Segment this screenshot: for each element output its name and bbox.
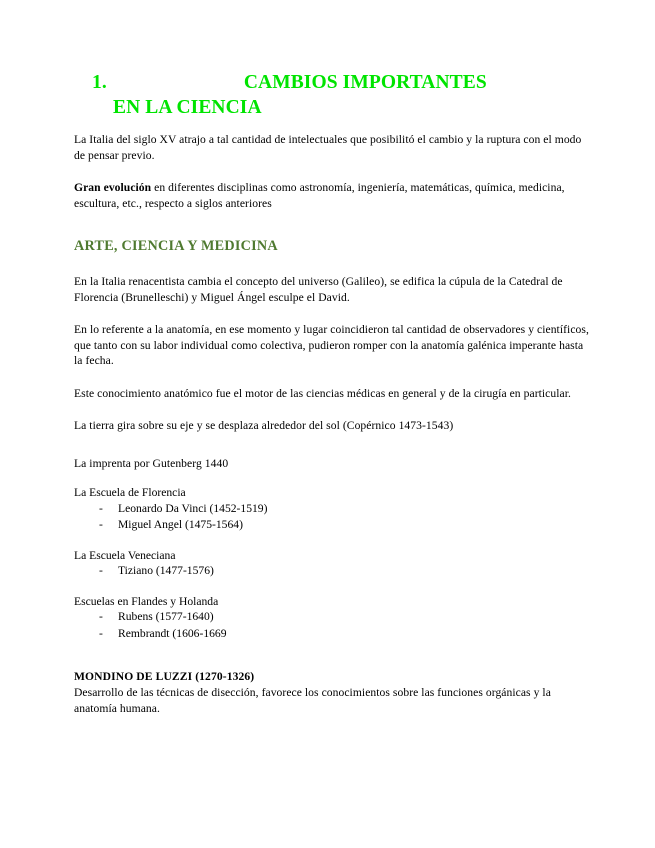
- spacer: [74, 660, 589, 669]
- dash-bullet-icon: -: [99, 518, 103, 531]
- section-paragraph: En la Italia renacentista cambia el concepto del universo (Galileo), se edifica la cúpula de la Catedral de Florencia (Brunelleschi) y Miguel Ángel esculpe el David.: [74, 275, 563, 304]
- title-line-two: EN LA CIENCIA: [113, 97, 262, 118]
- spacer: [74, 313, 589, 322]
- spacer: [74, 256, 589, 274]
- school-member-list: [74, 563, 589, 580]
- list-item-label: Rembrandt (1606-1669: [118, 626, 227, 640]
- spacer: [74, 171, 589, 180]
- evolution-rest: en diferentes disciplinas como astronomía, ingeniería, matemáticas, química, medicina, escultura, etc., respecto a siglos anteriores: [74, 181, 565, 210]
- spacer: [74, 534, 589, 548]
- list-item: [74, 501, 589, 518]
- list-item-label: Miguel Angel (1475-1564): [118, 518, 243, 531]
- school-group: [74, 485, 589, 534]
- evolution-paragraph: [74, 180, 589, 211]
- list-item: [74, 626, 589, 643]
- title-line-one: [74, 70, 589, 95]
- spacer: [74, 442, 589, 456]
- list-item-label: Tiziano (1477-1576): [118, 564, 214, 577]
- section-paragraph: La tierra gira sobre su eje y se desplaza alrededor del sol (Copérnico 1473-1543): [74, 419, 454, 432]
- list-item-label: Rubens (1577-1640): [118, 610, 214, 623]
- list-item: [74, 563, 589, 580]
- intro-paragraph: La Italia del siglo XV atrajo a tal cantidad de intelectuales que posibilitó el cambio y la ruptura con el modo de pensar previo.: [74, 133, 582, 162]
- section-paragraph: La imprenta por Gutenberg 1440: [74, 456, 229, 470]
- dash-bullet-icon: -: [99, 564, 103, 577]
- list-item-label: Leonardo Da Vinci (1452-1519): [118, 501, 268, 515]
- spacer: [74, 580, 589, 594]
- school-group: [74, 548, 589, 580]
- dash-bullet-icon: -: [99, 501, 103, 515]
- spacer: [74, 409, 589, 418]
- section-heading-arte-ciencia-medicina: ARTE, CIENCIA Y MEDICINA: [74, 238, 278, 254]
- school-member-list: [74, 609, 589, 642]
- mondino-body: Desarrollo de las técnicas de disección, favorece los conocimientos sobre las funciones orgánicas y la anatomía humana.: [74, 686, 551, 715]
- page-title: [74, 70, 589, 120]
- dash-bullet-icon: -: [99, 610, 103, 623]
- title-main-text: CAMBIOS IMPORTANTES: [243, 72, 487, 93]
- school-group-title: La Escuela de Florencia: [74, 486, 186, 499]
- spacer: [74, 219, 589, 237]
- evolution-lead: Gran evolución: [74, 181, 152, 194]
- spacer: [74, 377, 589, 386]
- school-group: [74, 594, 589, 643]
- list-item: [74, 517, 589, 534]
- school-member-list: [74, 501, 589, 534]
- spacer: [74, 471, 589, 485]
- title-number: 1.: [92, 72, 107, 93]
- dash-bullet-icon: -: [99, 626, 103, 640]
- section-paragraph: Este conocimiento anatómico fue el motor de las ciencias médicas en general y de la cirugía en particular.: [74, 386, 571, 400]
- mondino-heading: MONDINO DE LUZZI (1270-1326): [74, 670, 255, 683]
- list-item: [74, 609, 589, 626]
- section-paragraph: En lo referente a la anatomía, en ese momento y lugar coincidieron tal cantidad de observadores y científicos, que tanto con su labor individual como colectiva, pudieron romper con la anatomía galénica imperante hasta la fecha.: [74, 323, 589, 367]
- school-group-title: Escuelas en Flandes y Holanda: [74, 594, 219, 608]
- spacer: [74, 642, 589, 660]
- school-group-title: La Escuela Veneciana: [74, 548, 176, 562]
